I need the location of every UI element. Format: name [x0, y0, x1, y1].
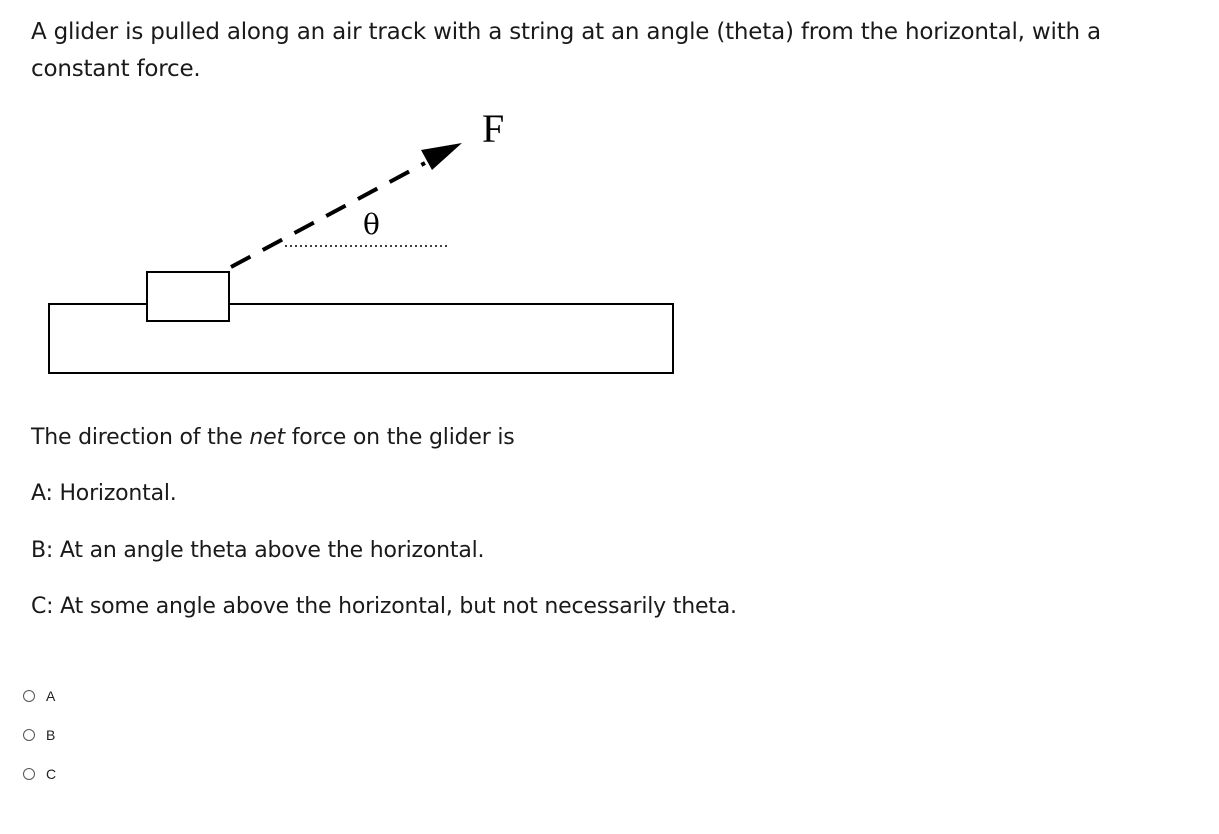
radio-button-b[interactable] [23, 729, 35, 741]
prompt-text-after: force on the glider is [284, 425, 515, 450]
force-label: F [482, 106, 505, 151]
string-line [231, 163, 425, 267]
glider [147, 272, 229, 321]
choice-c-label[interactable]: C [46, 765, 57, 782]
radio-button-a[interactable] [23, 690, 35, 702]
angle-label: θ [363, 208, 380, 241]
choice-b[interactable] [23, 715, 56, 754]
choice-a-label[interactable]: A [46, 687, 56, 704]
force-arrowhead [421, 143, 462, 170]
choice-b-label[interactable]: B [46, 726, 56, 743]
prompt-emphasis: net [249, 425, 285, 450]
option-b-text: B: At an angle theta above the horizontal. [31, 538, 485, 563]
question-text: A glider is pulled along an air track with a string at an angle (theta) from the horizontal, with a constant force. [31, 19, 1101, 82]
answer-choices [23, 676, 56, 793]
option-c-text: C: At some angle above the horizontal, but not necessarily theta. [31, 594, 737, 619]
choice-a[interactable] [23, 676, 56, 715]
radio-button-c[interactable] [23, 768, 35, 780]
air-track [49, 304, 673, 373]
option-a-text: A: Horizontal. [31, 481, 177, 506]
prompt-text-before: The direction of the [31, 425, 250, 450]
choice-c[interactable] [23, 754, 56, 793]
glider-diagram [0, 90, 700, 390]
question-prompt [31, 422, 515, 454]
